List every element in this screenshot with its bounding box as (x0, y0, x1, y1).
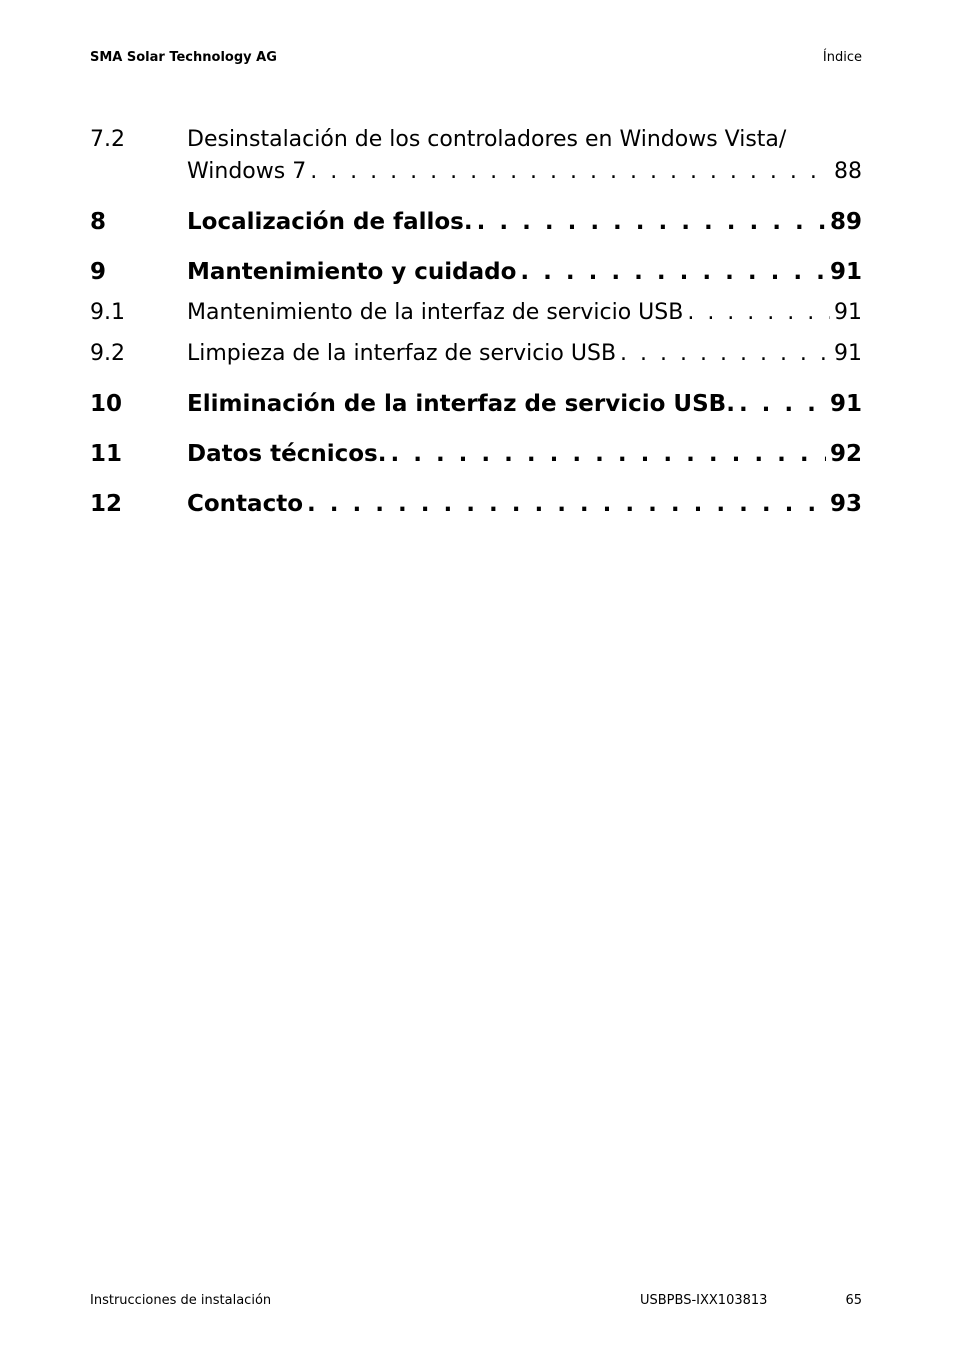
footer-doc-type: Instrucciones de instalación (90, 1293, 272, 1308)
toc-leader-dots (307, 488, 826, 520)
toc-title: Contacto (187, 491, 303, 517)
toc-title: Windows 7 (187, 159, 307, 184)
toc-entry-9-1[interactable] (90, 297, 862, 329)
toc-leader-dots (520, 256, 826, 288)
toc-entry-12[interactable] (90, 488, 862, 520)
toc-leader-dots (310, 156, 830, 188)
toc-number: 9.1 (90, 300, 125, 325)
toc-leader-dots (687, 297, 830, 329)
toc-entry-9[interactable] (90, 256, 862, 288)
header-section: Índice (822, 50, 862, 65)
toc-leader-dots (390, 438, 826, 470)
toc-page: 91 (834, 341, 862, 366)
toc-number: 10 (90, 391, 123, 417)
toc-title: Localización de fallos. (187, 209, 473, 235)
toc-page: 92 (829, 441, 862, 467)
toc-number: 11 (90, 441, 123, 467)
toc-title: Eliminación de la interfaz de servicio USB. (187, 391, 735, 417)
toc-entry-11[interactable] (90, 438, 862, 470)
toc-leader-dots (477, 206, 826, 238)
toc-entry-8[interactable] (90, 206, 862, 238)
toc-leader-dots (620, 338, 830, 370)
table-of-contents (90, 120, 862, 520)
toc-page: 89 (829, 209, 862, 235)
toc-title: Mantenimiento de la interfaz de servicio USB (187, 300, 684, 325)
toc-number: 9 (90, 259, 107, 285)
toc-entry-9-2[interactable] (90, 338, 862, 370)
footer-page-number: 65 (845, 1293, 862, 1308)
toc-number: 12 (90, 491, 123, 517)
toc-title-line1: Desinstalación de los controladores en Windows Vista/ (187, 127, 787, 152)
toc-number: 8 (90, 209, 107, 235)
toc-page: 91 (829, 259, 862, 285)
footer-doc-code: USBPBS-IXX103813 (640, 1293, 768, 1308)
toc-entry-7-2[interactable] (90, 124, 862, 188)
toc-number: 7.2 (90, 127, 125, 152)
toc-leader-dots (739, 388, 826, 420)
toc-title: Datos técnicos. (187, 441, 387, 467)
toc-page: 93 (829, 491, 862, 517)
toc-page: 91 (829, 391, 862, 417)
toc-number: 9.2 (90, 341, 125, 366)
toc-title: Limpieza de la interfaz de servicio USB (187, 341, 617, 366)
toc-title: Mantenimiento y cuidado (187, 259, 517, 285)
toc-entry-10[interactable] (90, 388, 862, 420)
header-company: SMA Solar Technology AG (90, 50, 277, 65)
toc-page: 88 (834, 159, 862, 184)
toc-page: 91 (834, 300, 862, 325)
